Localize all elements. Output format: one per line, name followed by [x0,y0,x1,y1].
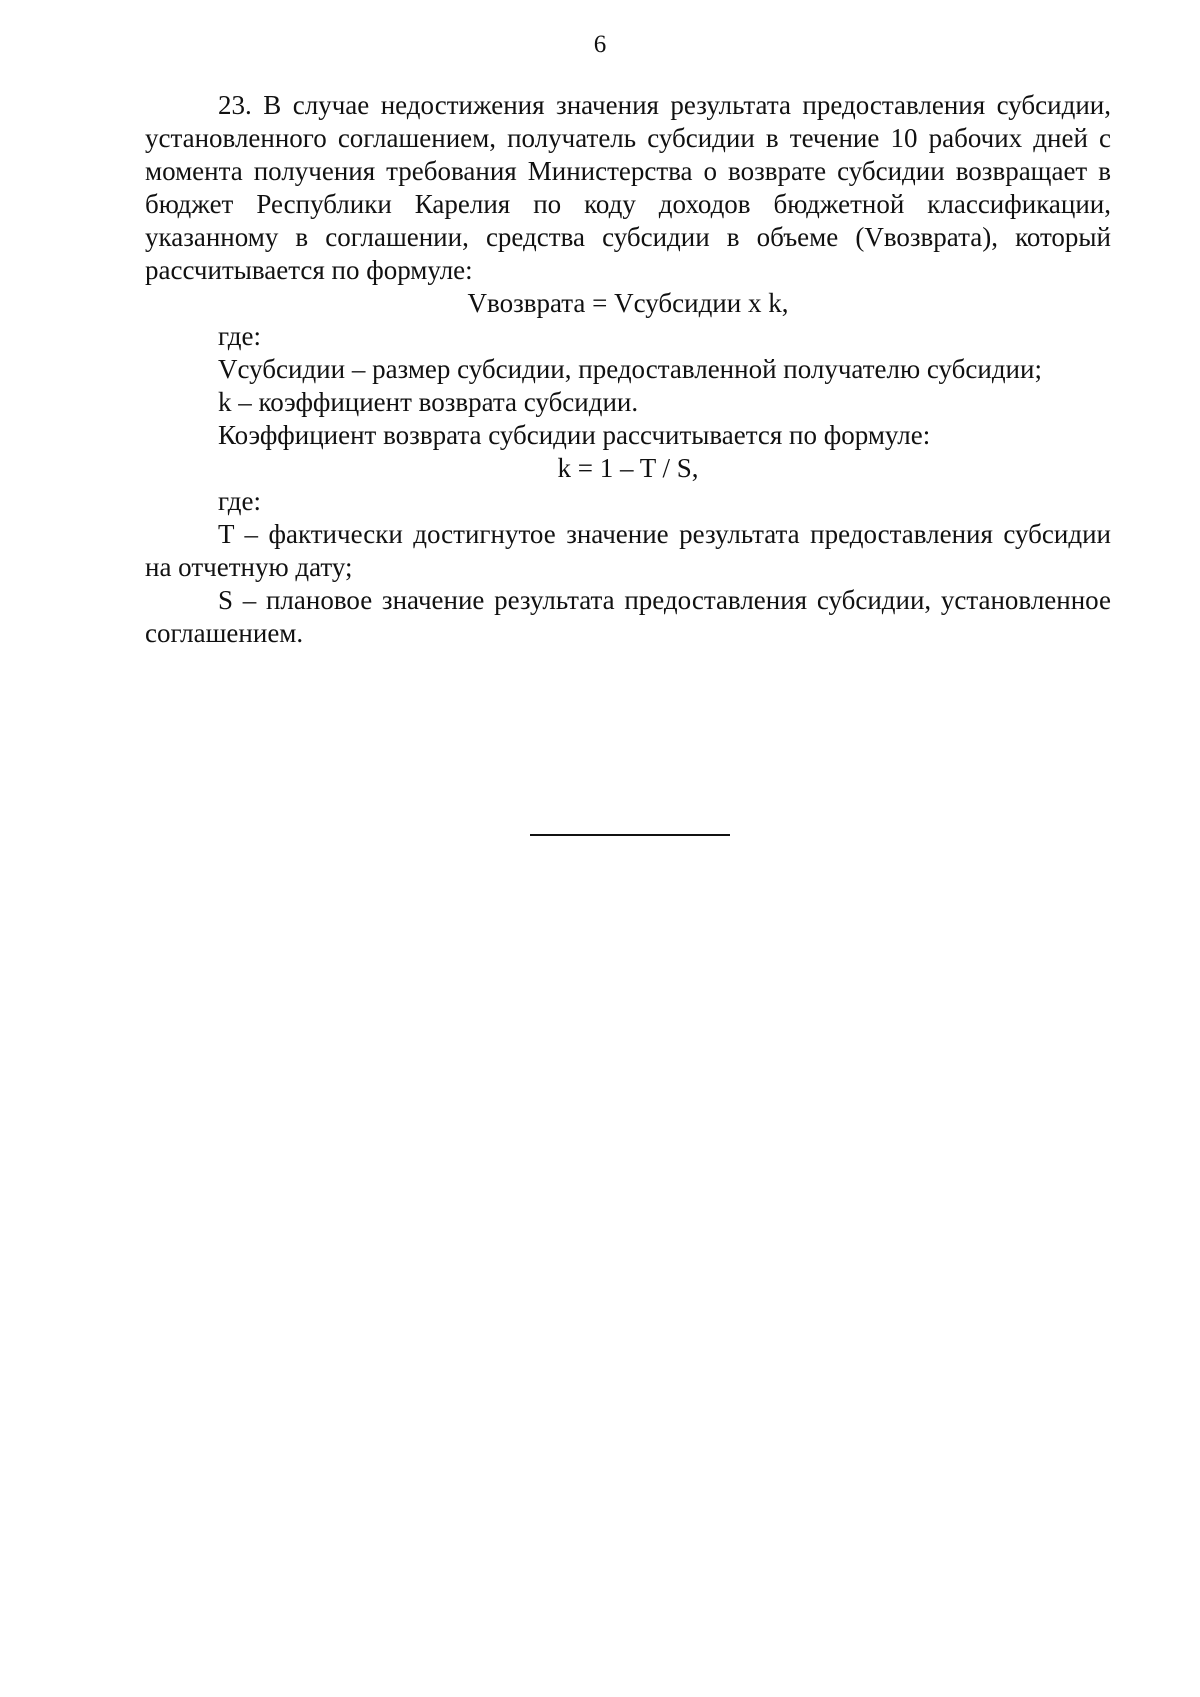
where-label: где: [218,321,261,351]
paragraph-23: 23. В случае недостижения значения результата предоставления субсидии, установленного соглашением, получатель субсидии в течение 10 рабочих дней с момента получения требования Министерства о возврате субсидии возвращает в бюджет Республики Карелия по коду доходов бюджетной классификации, указанному в соглашении, средства субсидии в объеме (Vвозврата), который рассчитывается по формуле: [145,90,1111,285]
end-of-document-line [530,834,730,836]
coefficient-intro: Коэффициент возврата субсидии рассчитывается по формуле: [218,420,931,450]
formula-return-volume: Vвозврата = Vсубсидии x k, [467,288,789,318]
definition-s: S – плановое значение результата предоставления субсидии, установленное соглашением. [145,585,1111,648]
where-label-2: где: [218,486,261,516]
definition-vsubsidy: Vсубсидии – размер субсидии, предоставленной получателю субсидии; [218,354,1042,384]
document-body [145,89,1111,650]
formula-coefficient: k = 1 – T / S, [557,453,699,483]
definition-t: T – фактически достигнутое значение результата предоставления субсидии на отчетную дату; [145,519,1111,582]
definition-k: k – коэффициент возврата субсидии. [218,387,639,417]
page-number: 6 [593,31,607,58]
